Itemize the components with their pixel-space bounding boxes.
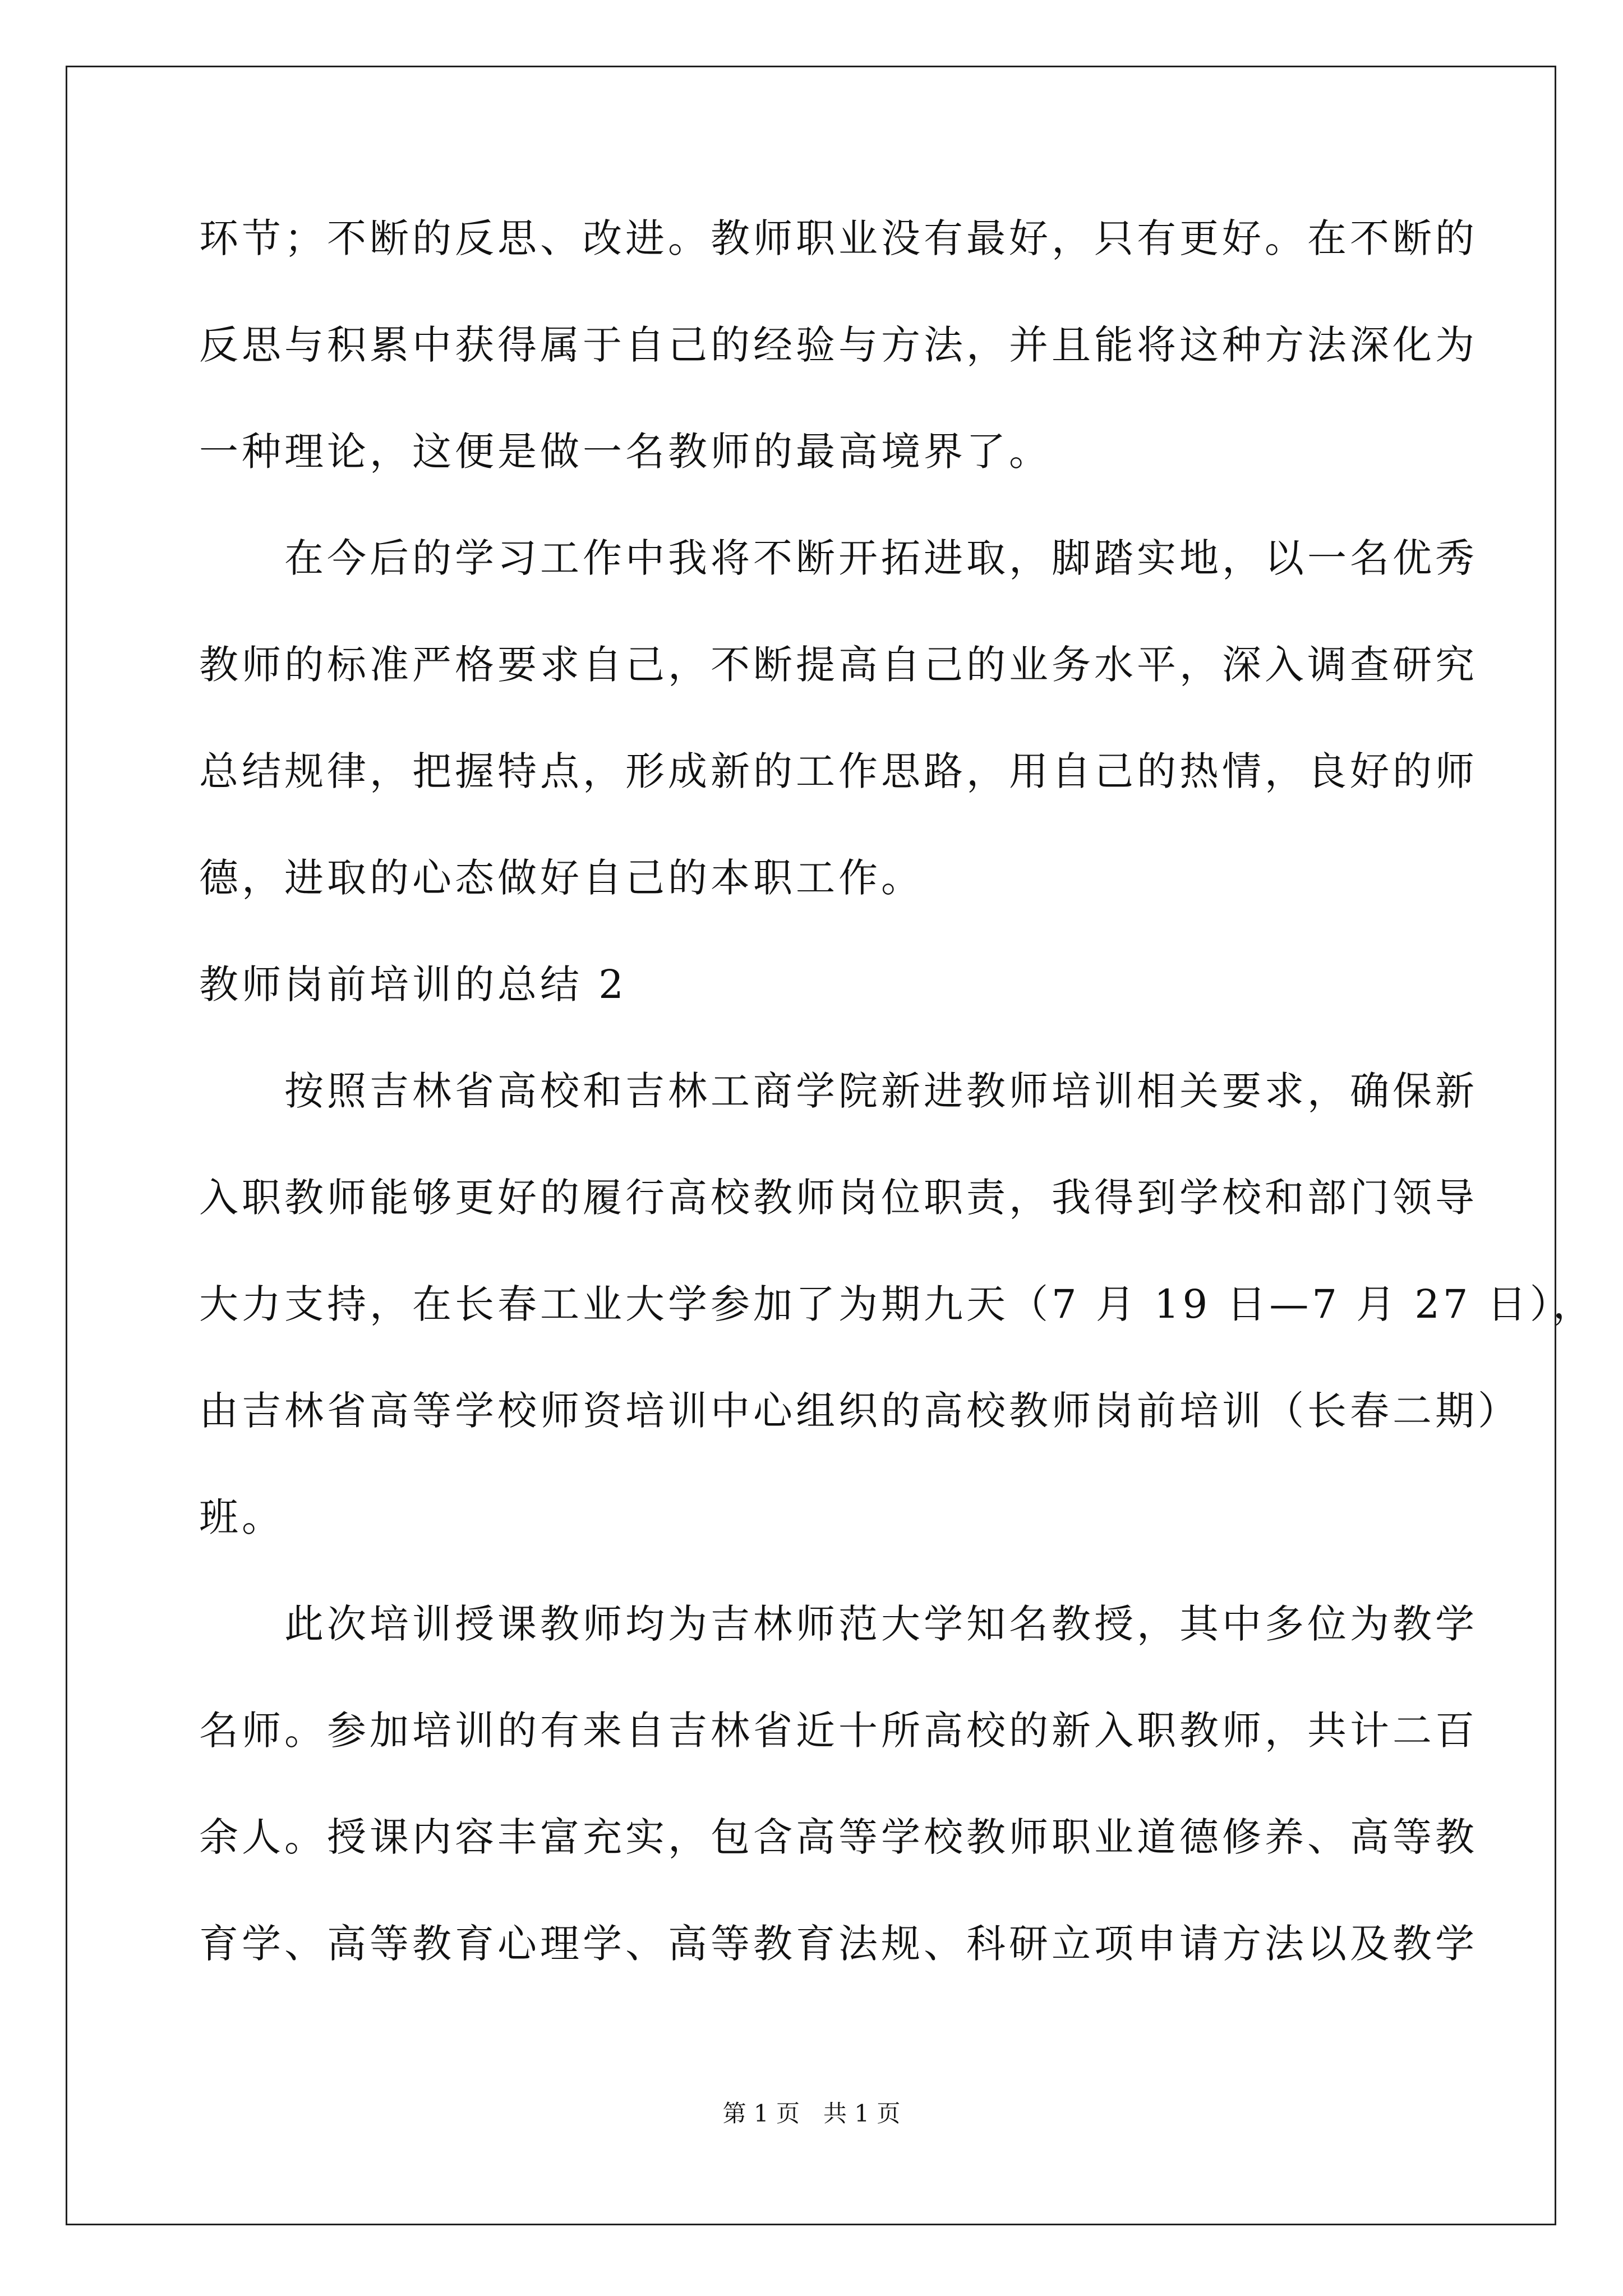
page-border bbox=[66, 66, 1556, 2225]
paragraph-line: 由吉林省高等学校师资培训中心组织的高校教师岗前培训（长春二期） bbox=[199, 1388, 1520, 1434]
paragraph-line: 此次培训授课教师均为吉林师范大学知名教授，其中多位为教学 bbox=[199, 1601, 1478, 1647]
paragraph-line: 余人。授课内容丰富充实，包含高等学校教师职业道德修养、高等教 bbox=[199, 1814, 1478, 1860]
paragraph-line: 德，进取的心态做好自己的本职工作。 bbox=[199, 855, 924, 901]
paragraph-line: 育学、高等教育心理学、高等教育法规、科研立项申请方法以及教学 bbox=[199, 1921, 1478, 1967]
paragraph-line: 班。 bbox=[199, 1494, 284, 1540]
paragraph-line: 总结规律，把握特点，形成新的工作思路，用自己的热情，良好的师 bbox=[199, 748, 1478, 794]
paragraph-line: 入职教师能够更好的履行高校教师岗位职责，我得到学校和部门领导 bbox=[199, 1175, 1478, 1221]
paragraph-line: 反思与积累中获得属于自己的经验与方法，并且能将这种方法深化为 bbox=[199, 322, 1478, 368]
paragraph-line: 名师。参加培训的有来自吉林省近十所高校的新入职教师，共计二百 bbox=[199, 1708, 1478, 1754]
paragraph-line: 教师的标准严格要求自己，不断提高自己的业务水平，深入调查研究 bbox=[199, 642, 1478, 688]
section-heading: 教师岗前培训的总结 2 bbox=[199, 961, 627, 1007]
paragraph-line: 环节；不断的反思、改进。教师职业没有最好，只有更好。在不断的 bbox=[199, 215, 1478, 261]
paragraph-line: 大力支持，在长春工业大学参加了为期九天（7 月 19 日—7 月 27 日）， bbox=[199, 1281, 1596, 1327]
paragraph-line: 按照吉林省高校和吉林工商学院新进教师培训相关要求，确保新 bbox=[199, 1068, 1478, 1114]
paragraph-line: 在今后的学习工作中我将不断开拓进取，脚踏实地，以一名优秀 bbox=[199, 535, 1478, 581]
paragraph-line: 一种理论，这便是做一名教师的最高境界了。 bbox=[199, 429, 1052, 475]
page-footer: 第 1 页 共 1 页 bbox=[722, 2100, 901, 2127]
